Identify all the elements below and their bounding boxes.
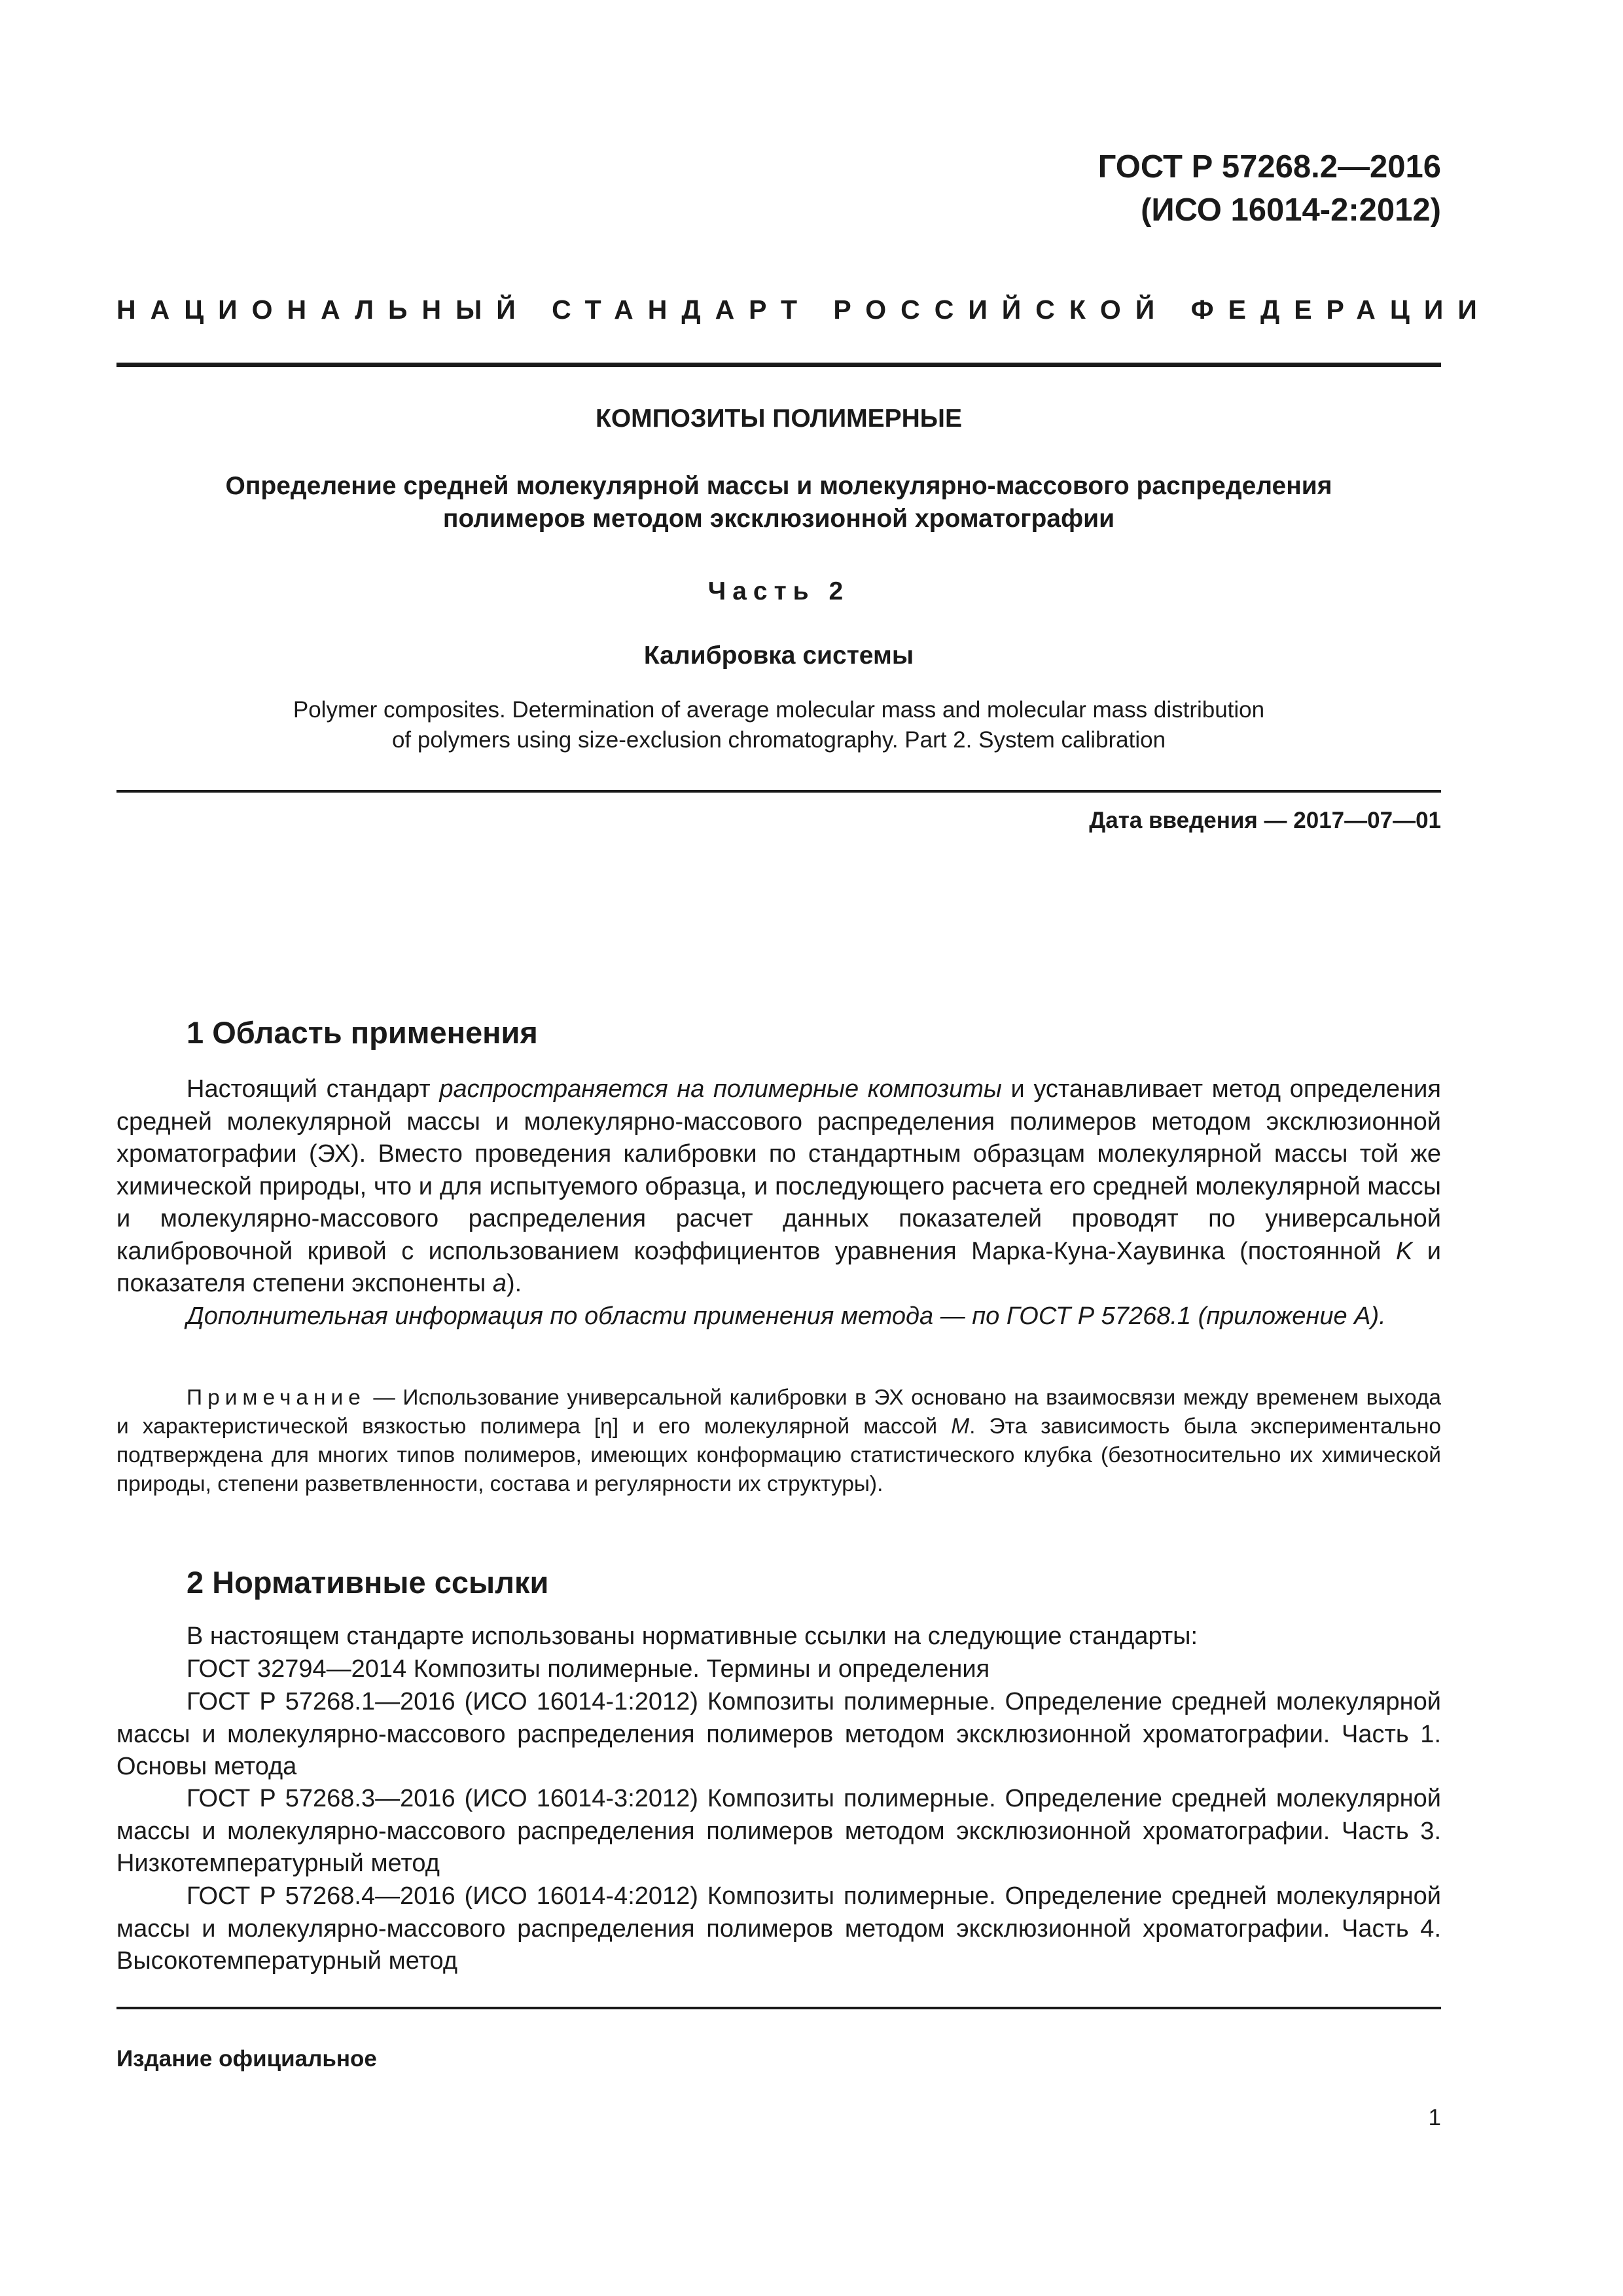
section-1-heading: 1 Область применения xyxy=(187,1015,538,1050)
national-standard-banner: НАЦИОНАЛЬНЫЙ СТАНДАРТ РОССИЙСКОЙ ФЕДЕРАЦИИ xyxy=(116,295,1491,325)
title-rule xyxy=(116,790,1441,793)
footer-rule xyxy=(116,2007,1441,2009)
section-1-paragraph-1: Настоящий стандарт распространяется на полимерные композиты и устанавливает метод определения средней молекулярной массы и молекулярно-массового распределения полимеров методом эксклюзионной хроматографии (ЭХ). Вместо проведения калибровки по стандартным образцам молекулярной массы той же химической природы, что и для испытуемого образца, и последующего расчета его средней молекулярной массы и молекулярно-массового распределения расчет данных показателей проводят по универсальной калибровочной кривой с использованием коэффициентов уравнения Марка-Куна-Хаувинка (постоянной K и показателя степени экспоненты a). xyxy=(116,1075,1441,1297)
part-title: Калибровка системы xyxy=(643,641,914,670)
page-number: 1 xyxy=(1428,2105,1441,2130)
english-title-line1: Polymer composites. Determination of average molecular mass and molecular mass distribution xyxy=(293,697,1265,723)
title-subtitle xyxy=(116,470,1441,535)
english-title-line2: of polymers using size-exclusion chromatography. Part 2. System calibration xyxy=(391,727,1166,753)
part-number: Часть 2 xyxy=(707,577,850,605)
title-subtitle-line1: Определение средней молекулярной массы и молекулярно-массового распределения xyxy=(225,472,1332,500)
official-edition-label: Издание официальное xyxy=(116,2046,377,2072)
header-rule xyxy=(116,363,1441,367)
note-label: Примечание xyxy=(187,1386,366,1410)
scope-emphasis: распространяется на полимерные композиты xyxy=(439,1075,1002,1103)
document-codes xyxy=(1098,145,1441,232)
introduction-date: Дата введения — 2017—07—01 xyxy=(1089,808,1441,833)
title-main: КОМПОЗИТЫ ПОЛИМЕРНЫЕ xyxy=(596,404,962,433)
reference-item: ГОСТ Р 57268.4—2016 (ИСО 16014-4:2012) Композиты полимерные. Определение средней молекулярной массы и молекулярно-массового распределения полимеров методом эксклюзионной хроматографии. Часть 4. Высокотемпературный метод xyxy=(116,1882,1441,1975)
english-title xyxy=(116,695,1441,755)
doc-code: ГОСТ Р 57268.2—2016 xyxy=(1097,149,1441,185)
reference-item: ГОСТ Р 57268.3—2016 (ИСО 16014-3:2012) Композиты полимерные. Определение средней молекулярной массы и молекулярно-массового распределения полимеров методом эксклюзионной хроматографии. Часть 3. Низкотемпературный метод xyxy=(116,1785,1441,1877)
section-2-heading: 2 Нормативные ссылки xyxy=(187,1565,549,1600)
reference-item: ГОСТ Р 57268.1—2016 (ИСО 16014-1:2012) Композиты полимерные. Определение средней молекулярной массы и молекулярно-массового распределения полимеров методом эксклюзионной хроматографии. Часть 1. Основы метода xyxy=(116,1688,1441,1780)
references-intro: В настоящем стандарте использованы нормативные ссылки на следующие стандарты: xyxy=(187,1623,1198,1650)
reference-item: ГОСТ 32794—2014 Композиты полимерные. Термины и определения xyxy=(187,1655,990,1683)
iso-code: (ИСО 16014-2:2012) xyxy=(1141,192,1441,228)
section-1-paragraph-2: Дополнительная информация по области применения метода — по ГОСТ Р 57268.1 (приложение А). xyxy=(187,1302,1386,1330)
title-subtitle-line2: полимеров методом эксклюзионной хроматографии xyxy=(442,505,1115,533)
section-1-note: Примечание — Использование универсальной калибровки в ЭХ основано на взаимосвязи между временем выхода и характеристической вязкостью полимера [η] и его молекулярной массой M. Эта зависимость была экспериментально подтверждена для многих типов полимеров, имеющих конформацию статистического клубка (безотносительно их химической природы, степени разветвленности, состава и регулярности их структуры). xyxy=(116,1386,1441,1496)
title-block xyxy=(116,401,1441,674)
